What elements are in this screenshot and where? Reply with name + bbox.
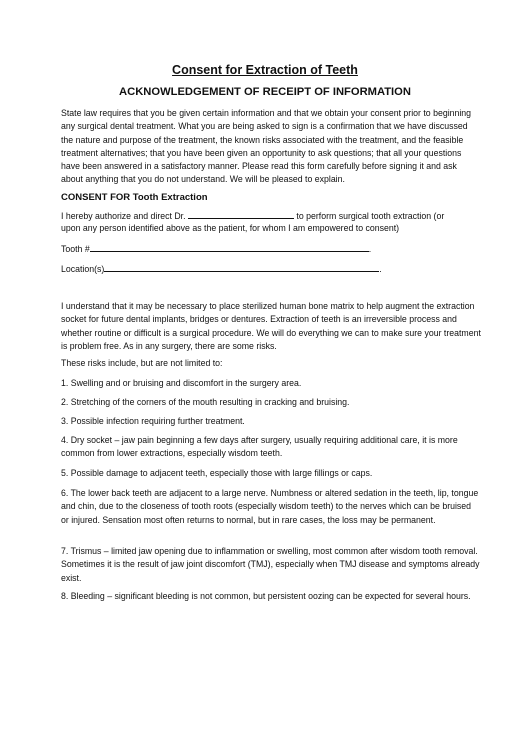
risk-item: 7. Trismus – limited jaw opening due to inflammation or swelling, most common after wisdom tooth removal. Sometimes it is the result of jaw joint discomfort (TMJ), especially when TMJ disease and symptoms already exist. xyxy=(61,546,480,583)
risk-item: 5. Possible damage to adjacent teeth, especially those with large fillings or caps. xyxy=(61,468,373,478)
risk-item: 6. The lower back teeth are adjacent to a large nerve. Numbness or altered sedation in the teeth, lip, tongue and chin, due to the closeness of tooth roots (especially wisdom teeth) to the nerves which can be bruised or injured. Sensation most often returns to normal, but in rare cases, the loss may be permanent. xyxy=(61,488,479,525)
bone-matrix-paragraph: I understand that it may be necessary to place sterilized human bone matrix to help augment the extraction socket for future dental implants, bridges or dentures. Extraction of teeth is an irreversible process and whether routine or difficult is a surgical procedure. We will do everything we can to make sure your treatment is problem free. As in any surgery, there are some risks. xyxy=(61,301,481,351)
tooth-number-field[interactable] xyxy=(90,242,372,254)
tooth-number-line xyxy=(61,242,371,256)
tooth-label: Tooth # xyxy=(61,244,90,254)
risk-item: 4. Dry socket – jaw pain beginning a few days after surgery, usually requiring additional care, it is more common from lower extractions, especially wisdom teeth. xyxy=(61,435,458,459)
risk-item: 1. Swelling and or bruising and discomfort in the surgery area. xyxy=(61,378,302,388)
authorize-prefix: I hereby authorize and direct Dr. xyxy=(61,211,186,221)
risk-item: 8. Bleeding – significant bleeding is not common, but persistent oozing can be expected for several hours. xyxy=(61,591,471,601)
document-subtitle: ACKNOWLEDGEMENT OF RECEIPT OF INFORMATION xyxy=(119,86,411,98)
risk-item: 3. Possible infection requiring further treatment. xyxy=(61,416,245,426)
risk-item: 2. Stretching of the corners of the mouth resulting in cracking and bruising. xyxy=(61,397,350,407)
location-line xyxy=(61,262,382,276)
risks-intro: These risks include, but are not limited to: xyxy=(61,358,223,368)
document-title: Consent for Extraction of Teeth xyxy=(172,63,358,77)
intro-paragraph: State law requires that you be given certain information and that we obtain your consent prior to beginning any surgical dental treatment. What you are being asked to sign is a confirmation that we have discussed the nature and purpose of the treatment, the known risks associated with the treatment, and the feasible treatment alternatives; that you have been given an opportunity to ask questions; that all your questions have been answered in a satisfactory manner. Please read this form carefully before signing it and ask about anything that you do not understand. We will be pleased to explain. xyxy=(61,108,472,185)
authorize-suffix: to perform surgical tooth extraction (or xyxy=(296,211,445,221)
tooth-field-end: . xyxy=(368,244,372,254)
location-label: Location(s) xyxy=(61,264,105,274)
consent-heading: CONSENT FOR Tooth Extraction xyxy=(61,192,208,203)
authorize-line-2: upon any person identified above as the patient, for whom I am empowered to consent) xyxy=(61,223,400,233)
doctor-name-field[interactable] xyxy=(188,209,294,219)
location-field[interactable] xyxy=(104,262,382,274)
location-field-end: . xyxy=(379,264,382,274)
